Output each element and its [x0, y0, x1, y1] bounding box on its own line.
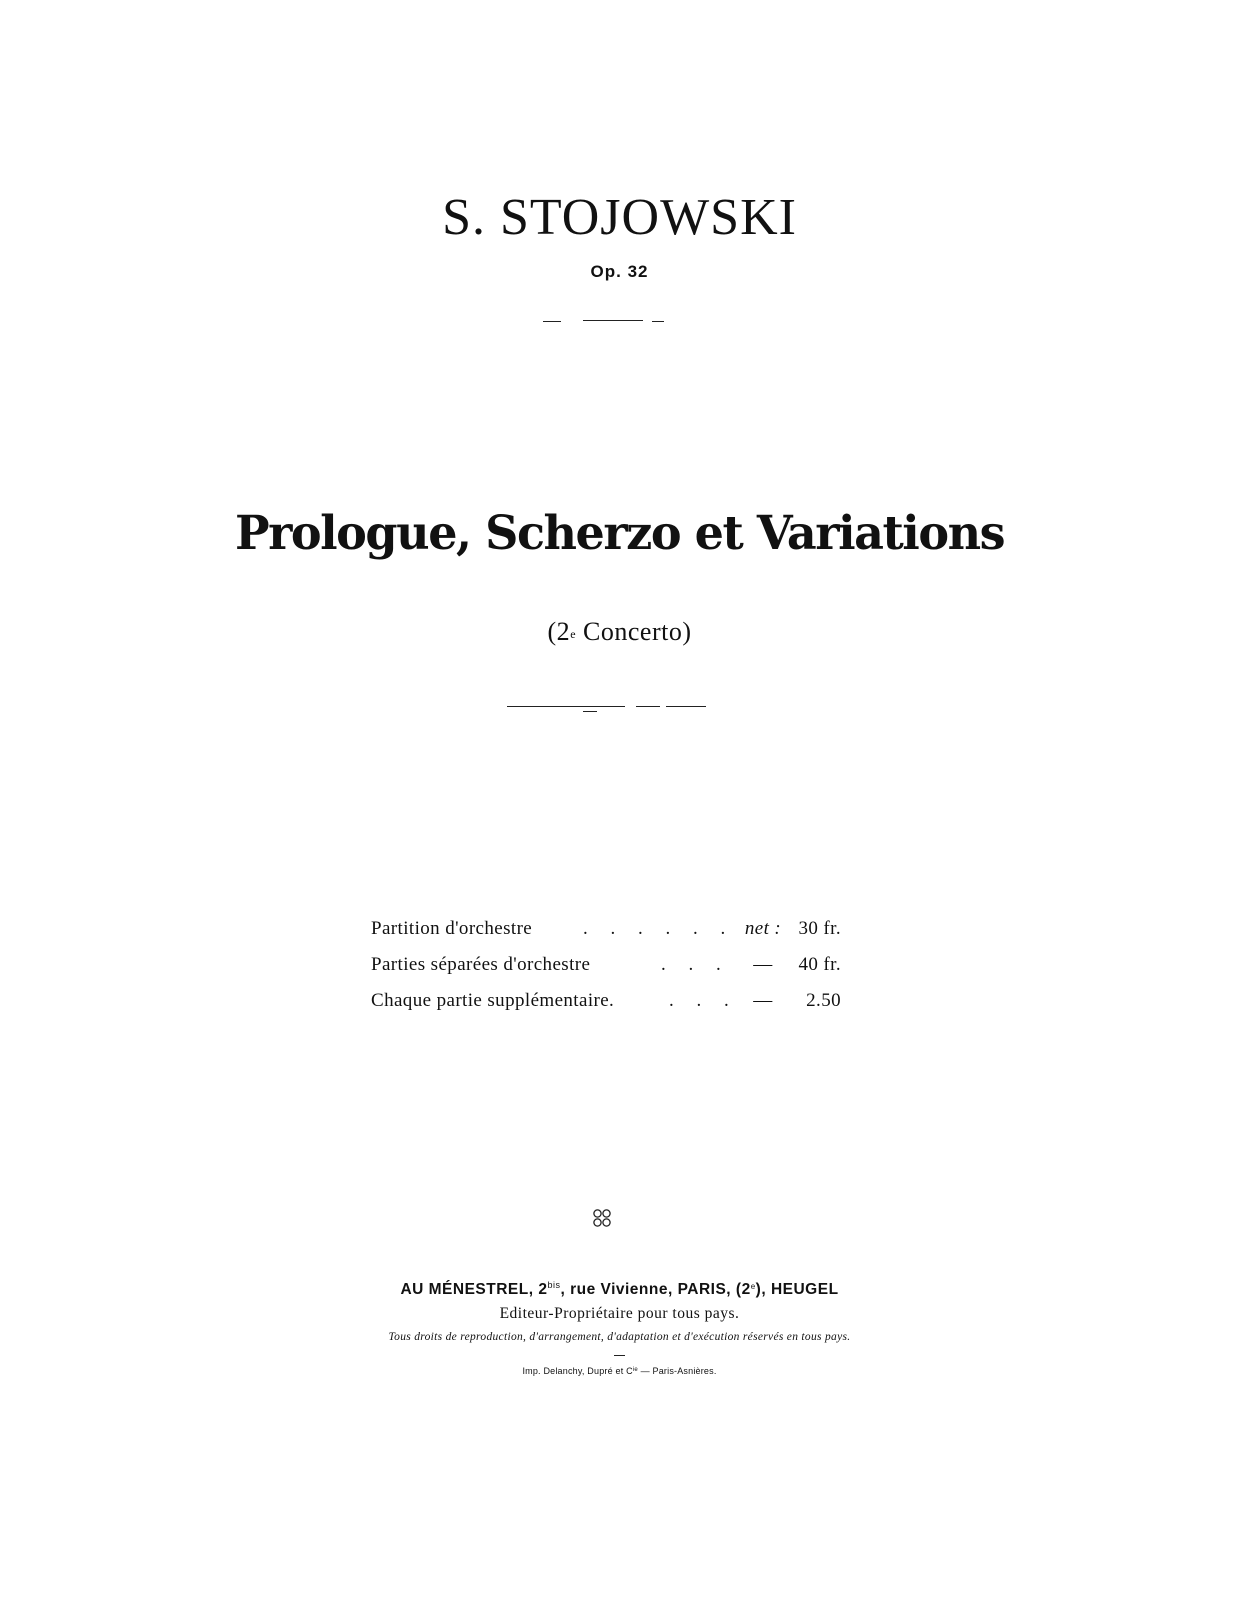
opus-divider-2: [583, 320, 643, 321]
subtitle-open: (2: [547, 617, 571, 646]
price-row: [371, 986, 841, 1022]
printer-part-b: — Paris-Asnières.: [637, 1366, 717, 1376]
publisher-part-a: AU MÉNESTREL, 2: [400, 1281, 548, 1298]
opus-divider-1: [543, 321, 561, 322]
publisher-part-c: ), HEUGEL: [755, 1281, 839, 1298]
price-list: [371, 914, 841, 1022]
rights-notice: Tous droits de reproduction, d'arrangement, d'adaptation et d'exécution réservés en tous pays.: [388, 1331, 851, 1343]
price-mark: —: [753, 990, 773, 1011]
price-amount: 30 fr.: [798, 918, 841, 939]
publisher-e: e: [750, 1282, 756, 1291]
price-row: [371, 950, 841, 986]
price-label: Partition d'orchestre: [371, 918, 533, 939]
price-mark: net :: [744, 918, 782, 939]
work-subtitle: [0, 617, 1239, 647]
subtitle-divider-3: [666, 706, 706, 707]
printer-part-a: Imp. Delanchy, Dupré et C: [522, 1366, 633, 1376]
opus-divider-3: [652, 321, 664, 322]
subtitle-divider-2: [636, 706, 660, 707]
composer-name: S. STOJOWSKI: [442, 189, 797, 246]
leader-dots: . . . . . .: [583, 918, 735, 939]
work-title: Prologue, Scherzo et Variations: [234, 506, 1005, 561]
price-amount: 40 fr.: [798, 954, 841, 975]
leader-dots: . . .: [669, 990, 738, 1011]
ornament-icon: [592, 1208, 612, 1228]
leader-dots: . . .: [661, 954, 730, 975]
subtitle-divider-4: [583, 711, 597, 712]
publisher-part-b: , rue Vivienne, PARIS, (2: [560, 1281, 751, 1298]
rights-divider: [614, 1355, 625, 1356]
publisher-address: [0, 1280, 1239, 1299]
subtitle-divider-1: [507, 706, 625, 707]
price-label: Parties séparées d'orchestre: [371, 954, 591, 975]
price-label: Chaque partie supplémentaire.: [371, 990, 615, 1011]
publisher-bis: bis: [547, 1280, 561, 1290]
price-mark: —: [753, 954, 773, 975]
subtitle-ordinal: e: [570, 627, 577, 641]
printer-sup: ie: [632, 1367, 638, 1373]
price-amount: 2.50: [806, 990, 841, 1011]
subtitle-rest: Concerto): [576, 617, 692, 646]
printer-credit: [0, 1366, 1239, 1376]
opus-number: Op. 32: [590, 262, 649, 281]
publisher-subline: Editeur-Propriétaire pour tous pays.: [499, 1305, 740, 1322]
price-row: [371, 914, 841, 950]
